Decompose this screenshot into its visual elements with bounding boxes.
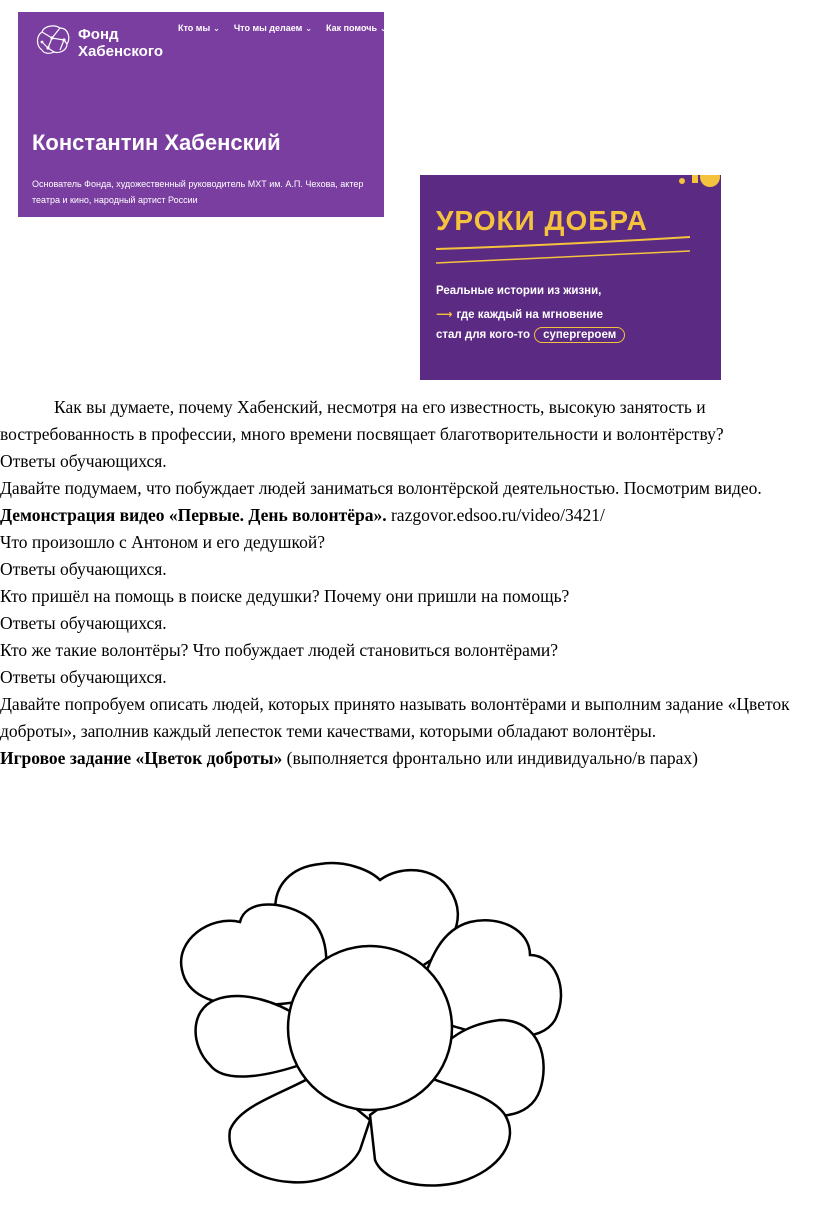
game-task-title: Игровое задание «Цветок доброты» [0, 748, 283, 768]
nav-item-who[interactable]: Кто мы ⌄ [178, 23, 220, 33]
video-demo-title: Демонстрация видео «Первые. День волонтёра». [0, 505, 387, 525]
founder-subtitle: Основатель Фонда, художественный руководитель МХТ им. А.П. Чехова, актер театра и кино, народный артист России [32, 179, 364, 205]
lessons-badge: супергероем [534, 327, 625, 343]
paragraph-question-1: Как вы думаете, почему Хабенский, несмотря на его известность, высокую занятость и востребованность в профессии, много времени посвящает благотворительности и волонтёрству? [0, 397, 724, 444]
paragraph-answers: Ответы обучающихся. [0, 613, 167, 633]
arrow-right-icon: ⟶ [436, 309, 453, 321]
lessons-line-1: Реальные истории из жизни, [436, 285, 602, 297]
paragraph-answers: Ответы обучающихся. [0, 559, 167, 579]
paragraph-answers: Ответы обучающихся. [0, 451, 167, 471]
paragraph-game-task [0, 745, 816, 772]
paragraph-task-intro: Давайте попробуем описать людей, которых принято называть волонтёрами и выполним задание «Цветок доброты», заполнив каждый лепесток теми качествами, которыми обладают волонтёры. [0, 694, 790, 741]
paragraph-answers: Ответы обучающихся. [0, 667, 167, 687]
chevron-down-icon: ⌄ [379, 24, 387, 33]
lessons-title: УРОКИ ДОБРА [436, 205, 648, 236]
paragraph-video-demo [0, 502, 816, 529]
lessons-line-3-row [436, 327, 625, 343]
chevron-down-icon: ⌄ [305, 24, 312, 33]
kindness-flower-drawing [170, 860, 570, 1200]
paragraph-intro-video: Давайте подумаем, что побуждает людей заниматься волонтёрской деятельностью. Посмотрим видео. [0, 478, 762, 498]
nav-item-help[interactable]: Как помочь ⌄ [325, 23, 387, 33]
paragraph-question-3: Кто пришёл на помощь в поиске дедушки? Почему они пришли на помощь? [0, 586, 570, 606]
lessons-banner [420, 175, 721, 380]
brain-logo-icon [34, 22, 72, 60]
flower-center [288, 946, 452, 1110]
fond-banner [18, 12, 387, 217]
paragraph-question-2: Что произошло с Антоном и его дедушкой? [0, 532, 326, 552]
game-task-note: (выполняется фронтально или индивидуально/в парах) [286, 748, 698, 768]
paragraph-question-4: Кто же такие волонтёры? Что побуждает людей становиться волонтёрами? [0, 640, 559, 660]
logo-line-1: Фонд [78, 26, 119, 43]
fond-nav [178, 23, 387, 33]
document-body [0, 394, 816, 772]
founder-name: Константин Хабенский [32, 130, 281, 155]
fond-logo [34, 20, 184, 68]
chevron-down-icon: ⌄ [213, 24, 220, 33]
logo-line-2: Хабенского [78, 43, 164, 60]
lessons-line-2: где каждый на мгновение [456, 309, 603, 321]
lessons-line-3: стал для кого-то [436, 329, 531, 341]
video-link[interactable]: razgovor.edsoo.ru/video/3421/ [390, 505, 605, 525]
lessons-line-2-row [436, 307, 603, 321]
nav-item-what[interactable]: Что мы делаем ⌄ [233, 23, 312, 33]
